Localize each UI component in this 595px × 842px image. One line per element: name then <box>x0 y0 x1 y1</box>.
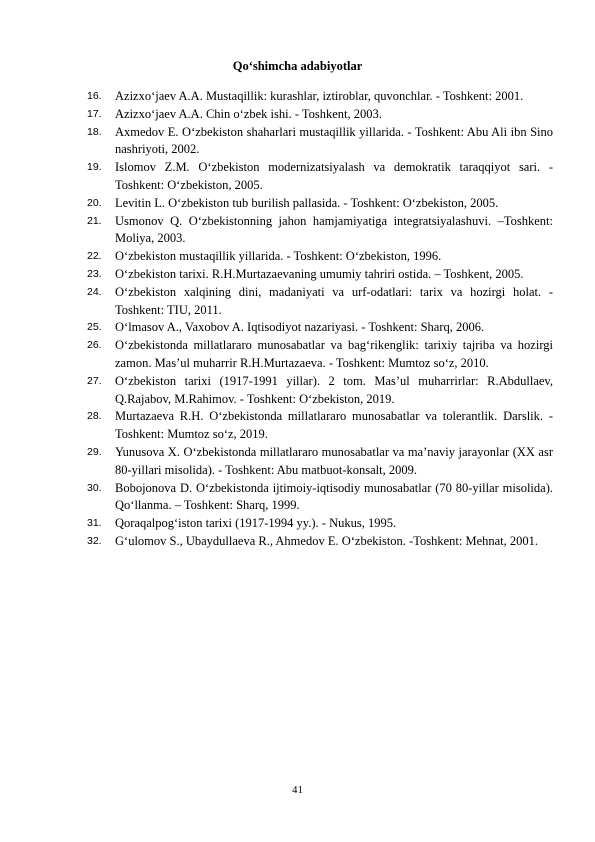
reference-text: Qoraqalpog‘iston tarixi (1917-1994 yy.). - Nukus, 1995. <box>115 516 397 531</box>
reference-number: 22. <box>87 250 102 263</box>
reference-text: Yunusova X. O‘zbekistonda millatlararo munosabatlar va ma’naviy jarayonlar (XX asr 80-yillari misolida). - Toshkent: Abu matbuot-konsalt, 2009. <box>115 444 553 477</box>
reference-text: O‘zbekiston tarixi. R.H.Murtazaevaning umumiy tahriri ostida. – Toshkent, 2005. <box>115 266 524 281</box>
reference-text: Axmedov E. O‘zbekiston shaharlari mustaqillik yillarida. - Toshkent: Abu Ali ibn Sino nashriyoti, 2002. <box>115 124 553 157</box>
reference-number: 23. <box>87 267 102 280</box>
reference-text: Murtazaeva R.H. O‘zbekistonda millatlararo munosabatlar va tolerantlik. Darslik. - Toshkent: Mumtoz so‘z, 2019. <box>115 409 553 442</box>
reference-number: 18. <box>87 125 102 138</box>
list-item <box>87 88 553 106</box>
reference-number: 21. <box>87 214 102 227</box>
reference-text: O‘zbekiston mustaqillik yillarida. - Toshkent: O‘zbekiston, 1996. <box>115 249 442 264</box>
reference-text: Usmonov Q. O‘zbekistonning jahon hamjamiyatiga integratsiyalashuvi. –Toshkent: Moliya, 2003. <box>115 213 553 246</box>
reference-number: 32. <box>87 534 102 547</box>
reference-list <box>87 88 553 551</box>
reference-number: 19. <box>87 161 102 174</box>
list-item <box>87 195 553 213</box>
reference-text: O‘lmasov A., Vaxobov A. Iqtisodiyot nazariyasi. - Toshkent: Sharq, 2006. <box>115 320 485 335</box>
list-item <box>87 266 553 284</box>
reference-text: Islomov Z.M. O‘zbekiston modernizatsiyalash va demokratik taraqqiyot sari. - Toshkent: O‘zbekiston, 2005. <box>115 160 553 192</box>
list-item <box>87 106 553 124</box>
list-item <box>87 159 553 195</box>
list-item <box>87 319 553 337</box>
reference-number: 20. <box>87 196 102 209</box>
reference-number: 28. <box>87 410 102 423</box>
reference-number: 30. <box>87 481 102 494</box>
reference-number: 17. <box>87 107 102 120</box>
reference-number: 26. <box>87 339 102 352</box>
list-item <box>87 444 553 480</box>
list-item <box>87 213 553 249</box>
list-item <box>87 124 553 160</box>
page-title: Qo‘shimcha adabiyotlar <box>232 59 363 73</box>
list-item <box>87 248 553 266</box>
reference-text: O‘zbekiston tarixi (1917-1991 yillar). 2 tom. Mas’ul muharrirlar: R.Abdullaev, Q.Rajabov, M.Rahimov. - Toshkent: O‘zbekiston, 2019. <box>115 373 553 406</box>
reference-number: 24. <box>87 285 102 298</box>
list-item <box>87 284 553 320</box>
reference-number: 25. <box>87 321 102 334</box>
reference-number: 27. <box>87 374 102 387</box>
reference-number: 16. <box>87 90 102 102</box>
reference-number: 29. <box>87 445 102 458</box>
list-item <box>87 337 553 373</box>
reference-text: Azizxo‘jaev A.A. Mustaqillik: kurashlar, iztiroblar, quvonchlar. - Toshkent: 2001. <box>115 89 524 103</box>
list-item <box>87 515 553 533</box>
list-item <box>87 533 553 551</box>
reference-number: 31. <box>87 517 102 530</box>
reference-text: O‘zbekistonda millatlararo munosabatlar va bag‘rikenglik: tarixiy tajriba va hozirgi zamon. Mas’ul muharrir R.H.Murtazaeva. - Toshkent: Mumtoz so‘z, 2010. <box>115 338 553 370</box>
list-item <box>87 480 553 516</box>
reference-text: Azizxo‘jaev A.A. Chin o‘zbek ishi. - Toshkent, 2003. <box>115 106 382 121</box>
list-item <box>87 373 553 409</box>
reference-text: O‘zbekiston xalqining dini, madaniyati va urf-odatlari: tarix va hozirgi holat. - Toshkent: TIU, 2011. <box>115 284 553 317</box>
page-number: 41 <box>292 784 303 796</box>
reference-text: Bobojonova D. O‘zbekistonda ijtimoiy-iqtisodiy munosabatlar (70 80-yillar misolida). Qo‘llanma. – Toshkent: Sharq, 1999. <box>115 480 553 513</box>
list-item <box>87 408 553 444</box>
reference-text: G‘ulomov S., Ubaydullaeva R., Ahmedov E. O‘zbekiston. -Toshkent: Mehnat, 2001. <box>115 533 539 548</box>
reference-text: Levitin L. O‘zbekiston tub burilish pallasida. - Toshkent: O‘zbekiston, 2005. <box>115 195 499 210</box>
